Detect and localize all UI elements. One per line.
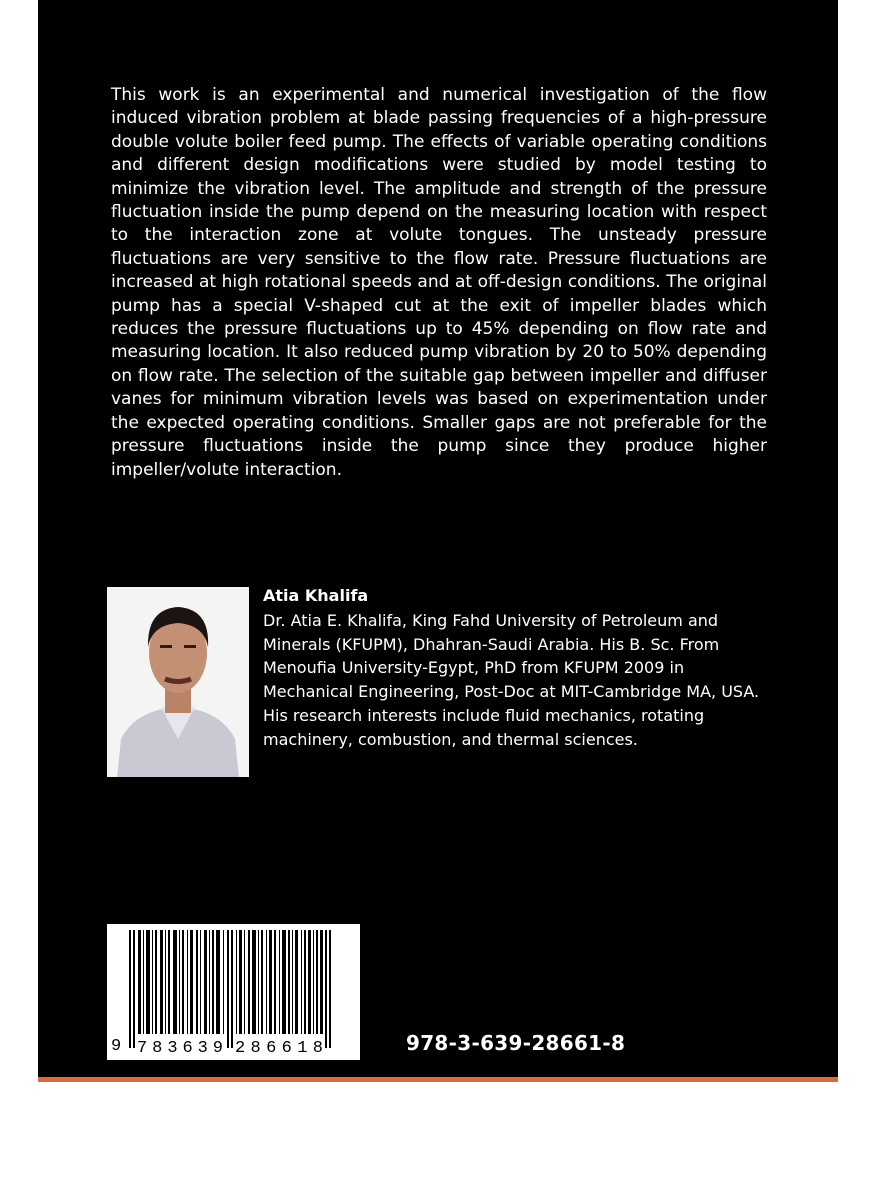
barcode-bars [129, 930, 331, 1048]
orange-bottom-strip [38, 1077, 838, 1082]
abstract-text: This work is an experimental and numerical investigation of the flow induced vibration problem at blade passing frequencies of a high-pressure double volute boiler feed pump. The effects of variable operating conditions and different design modifications were studied by model testing to minimize the vibration level. The amplitude and strength of the pressure fluctuation inside the pump depend on the measuring location with respect to the interaction zone at volute tongues. The unsteady pressure fluctuations are very sensitive to the flow rate. Pressure fluctuations are increased at high rotational speeds and at off-design conditions. The original pump has a special V-shaped cut at the exit of impeller blades which reduces the pressure fluctuations up to 45% depending on flow rate and measuring location. It also reduced pump vibration by 20 to 50% depending on flow rate. The selection of the suitable gap between impeller and diffuser vanes for minimum vibration levels was based on experimentation under the expected operating conditions. Smaller gaps are not preferable for the pressure fluctuations inside the pump since they produce higher impeller/volute interaction. [111, 85, 767, 480]
barcode-first-digit: 9 [111, 1037, 122, 1056]
author-photo [107, 587, 249, 777]
author-bio: Dr. Atia E. Khalifa, King Fahd University of Petroleum and Minerals (KFUPM), Dhahran-Saudi Arabia. His B. Sc. From Menoufia University-Egypt, PhD from KFUPM 2009 in Mechanical Engineering, Post-Doc at MIT-Cambridge MA, USA. His research interests include fluid mechanics, rotating machinery, combustion, and thermal sciences. [263, 611, 760, 749]
barcode-right-group: 286618 [235, 1039, 323, 1058]
barcode [107, 924, 360, 1060]
author-name: Atia Khalifa [263, 586, 369, 605]
isbn-number: 978-3-639-28661-8 [406, 1031, 626, 1055]
barcode-left-group: 783639 [137, 1039, 223, 1058]
